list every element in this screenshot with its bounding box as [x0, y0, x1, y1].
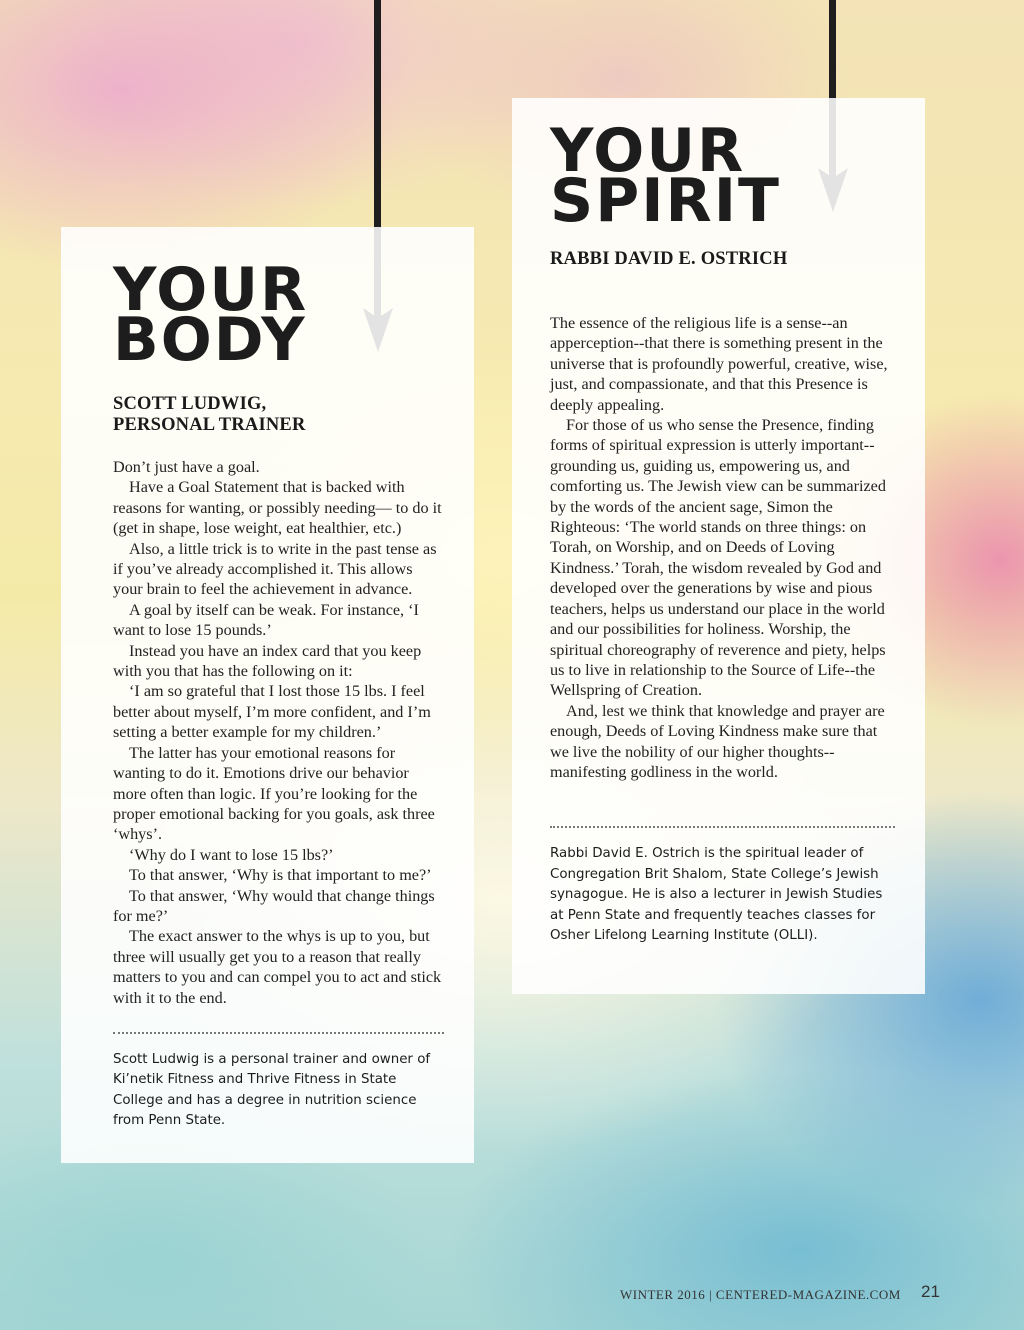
byline-line: RABBI DAVID E. OSTRICH — [550, 249, 788, 269]
spirit-article-title — [550, 116, 895, 236]
body-article-title — [113, 255, 444, 375]
body-article-panel — [61, 227, 474, 1163]
paragraph: ‘I am so grateful that I lost those 15 lbs. I feel better about myself, I’m more confident, and I’m setting a better example for my children.’ — [113, 682, 431, 742]
paragraph: Have a Goal Statement that is backed with reasons for wanting, or possibly needing— to do it (get in shape, lose weight, eat healthier, etc.) — [113, 478, 442, 538]
paragraph: A goal by itself can be weak. For instance, ‘I want to lose 15 pounds.’ — [113, 600, 419, 640]
body-article-text — [113, 457, 444, 1008]
paragraph: The latter has your emotional reasons for wanting to do it. Emotions drive our behavior more often than logic. If you’re looking for the proper emotional backing for you goals, ask three ‘whys’. — [113, 743, 435, 844]
paragraph: To that answer, ‘Why is that important to me?’ — [129, 866, 432, 885]
paragraph: The exact answer to the whys is up to you, but three will usually get you to a reason that really matters to you and can compel you to act and stick with it to the end. — [113, 927, 442, 1007]
body-article-byline — [113, 394, 444, 436]
title-line: YOUR — [113, 255, 309, 325]
spirit-article-panel — [512, 98, 925, 994]
paragraph: Also, a little trick is to write in the past tense as if you’ve already accomplished it. This allows your brain to feel the achievement in advance. — [113, 539, 437, 599]
page-number: 21 — [921, 1282, 940, 1301]
title-line: YOUR — [550, 116, 746, 186]
spirit-article-text — [550, 313, 895, 782]
paragraph: And, lest we think that knowledge and prayer are enough, Deeds of Loving Kindness make sure that we live the nobility of our higher thoughts--manifesting godliness in the world. — [550, 701, 885, 781]
divider — [550, 826, 895, 828]
paragraph: Don’t just have a goal. — [113, 458, 260, 476]
spirit-author-bio: Rabbi David E. Ostrich is the spiritual leader of Congregation Brit Shalom, State College’s Jewish synagogue. He is also a lecturer in Jewish Studies at Penn State and frequently teaches classes for Osher Lifelong Learning Institute (OLLI). — [550, 846, 883, 943]
paragraph: Instead you have an index card that you keep with you that has the following on it: — [113, 641, 422, 681]
byline-line: PERSONAL TRAINER — [113, 415, 306, 435]
paragraph: ‘Why do I want to lose 15 lbs?’ — [129, 845, 334, 864]
paragraph: For those of us who sense the Presence, finding forms of spiritual expression is utterly important--grounding us, guiding us, empowering us, and comforting us. The Jewish view can be summarized by the words of the ancient sage, Simon the Righteous: ‘The world stands on three things: on Torah, on Worship, and on Deeds of Loving Kindness.’ Torah, the wisdom revealed by God and developed over the generations by wise and pious teachers, helps us understand our place in the world and our possibilities for holiness. Worship, the spiritual choreography of reverence and piety, helps us to live in relationship to the Source of Life--the Wellspring of Creation. — [550, 416, 886, 700]
body-author-bio: Scott Ludwig is a personal trainer and owner of Ki’netik Fitness and Thrive Fitness in State College and has a degree in nutrition science from Penn State. — [113, 1051, 431, 1129]
footer-credit: WINTER 2016 | CENTERED-MAGAZINE.COM — [620, 1287, 901, 1302]
paragraph: To that answer, ‘Why would that change things for me?’ — [113, 886, 435, 925]
title-line: BODY — [113, 305, 307, 375]
spirit-article-byline — [550, 249, 895, 270]
title-line: SPIRIT — [550, 166, 781, 236]
divider — [113, 1032, 444, 1034]
paragraph: The essence of the religious life is a sense--an apperception--that there is something present in the universe that is profoundly powerful, creative, wise, just, and compassionate, and that this Presence is deeply appealing. — [550, 314, 888, 414]
byline-line: SCOTT LUDWIG, — [113, 394, 267, 414]
